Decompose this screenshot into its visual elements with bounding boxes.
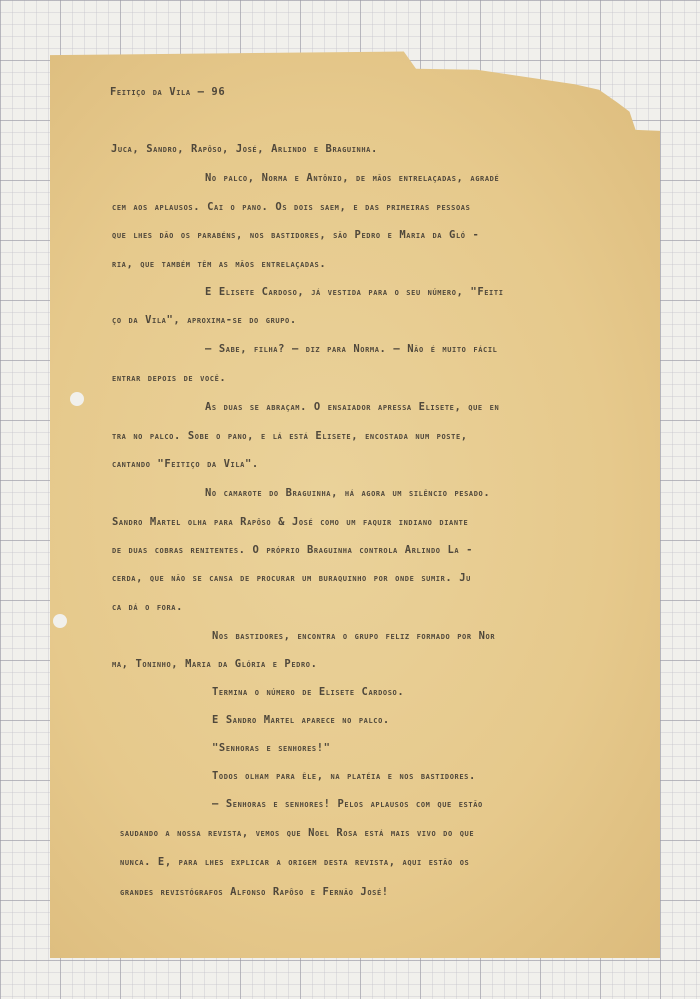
text-line: de duas cobras renitentes. O próprio Braguinha controla Arlindo La - — [112, 544, 474, 556]
punch-hole-upper — [70, 392, 84, 406]
text-line: cem aos aplausos. Cai o pano. Os dois saem, e das primeiras pessoas — [112, 201, 471, 213]
text-line: — Sabe, filha? — diz para Norma. — Não é muito fácil — [205, 343, 498, 355]
text-line: cantando "Feitiço da Vila". — [112, 458, 259, 470]
text-line: que lhes dão os parabéns, nos bastidores, são Pedro e Maria da Gló - — [112, 229, 480, 241]
text-line: Termina o número de Elisete Cardoso. — [212, 686, 405, 698]
text-line: Todos olham para êle, na platéia e nos bastidores. — [212, 770, 476, 782]
text-line: Juca, Sandro, Rapôso, José, Arlindo e Braguinha. — [111, 143, 378, 155]
text-line: "Senhoras e senhores!" — [212, 742, 331, 754]
text-line: tra no palco. Sobe o pano, e lá está Elisete, encostada num poste, — [112, 430, 468, 442]
punch-hole-lower — [53, 614, 67, 628]
text-line: entrar depois de você. — [112, 372, 227, 384]
text-line: nunca. E, para lhes explicar a origem desta revista, aqui estão os — [120, 856, 470, 868]
text-line: E Sandro Martel aparece no palco. — [212, 714, 390, 726]
text-line: Sandro Martel olha para Rapôso & José como um faquir indiano diante — [112, 516, 469, 528]
text-line: ria, que também têm as mãos entrelaçadas. — [112, 258, 327, 270]
text-line: ca dá o fora. — [112, 601, 184, 613]
text-line: No camarote do Braguinha, há agora um silêncio pesado. — [205, 487, 491, 499]
text-line: — Senhoras e senhores! Pelos aplausos com que estão — [212, 798, 483, 810]
text-line: E Elisete Cardoso, já vestida para o seu número, "Feiti — [205, 286, 504, 298]
text-line: cerda, que não se cansa de procurar um buraquinho por onde sumir. Ju — [112, 572, 471, 584]
page-header: Feitiço da Vila — 96 — [110, 86, 226, 98]
text-line: saudando a nossa revista, vemos que Noel Rosa está mais vivo do que — [120, 827, 475, 839]
text-line: As duas se abraçam. O ensaiador apressa Elisete, que en — [205, 401, 500, 413]
text-line: ço da Vila", aproxima-se do grupo. — [112, 314, 297, 326]
text-line: No palco, Norma e Antônio, de mãos entrelaçadas, agradé — [205, 172, 500, 184]
text-line: grandes revistógrafos Alfonso Rapôso e Fernão José! — [120, 886, 389, 898]
text-line: Nos bastidores, encontra o grupo feliz formado por Nor — [212, 630, 496, 642]
text-line: ma, Toninho, Maria da Glória e Pedro. — [112, 658, 318, 670]
